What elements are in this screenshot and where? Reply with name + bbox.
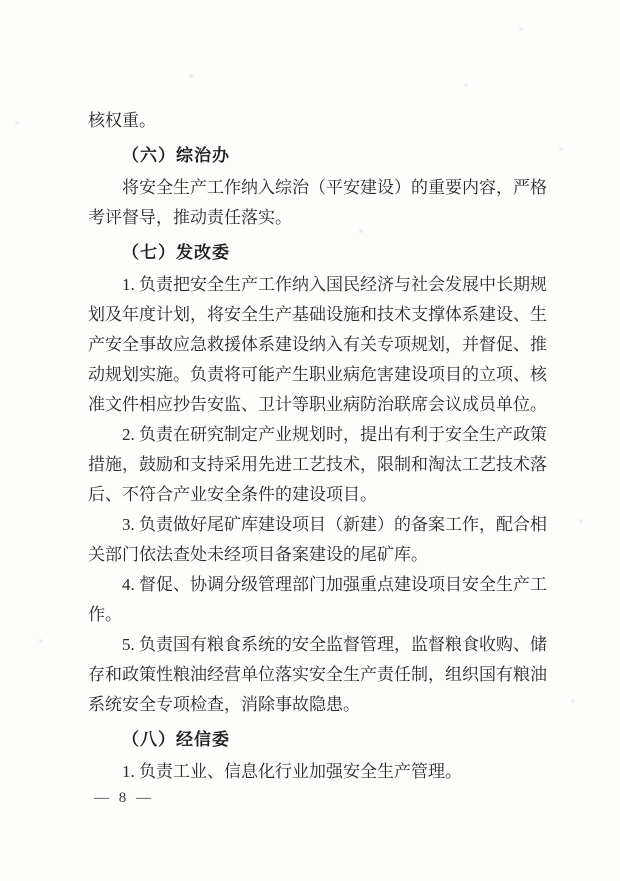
paragraph-item-1-jingxinwei: 1. 负责工业、信息化行业加强安全生产管理。 <box>122 762 462 781</box>
paragraph-item-3: 3. 负责做好尾矿库建设项目（新建）的备案工作，配合相关部门依法查处未经项目备案建设的尾矿库。 <box>88 515 547 564</box>
paragraph-item-2: 2. 负责在研究制定产业规划时，提出有利于安全生产政策措施，鼓励和支持采用先进工艺技术，限制和淘汰工艺技术落后、不符合产业安全条件的建设项目。 <box>88 425 547 504</box>
paragraph-continuation: 核权重。 <box>88 111 156 130</box>
section-heading-6-zongzhiban: （六）综治办 <box>122 146 230 165</box>
document-body <box>88 106 547 787</box>
paragraph: 将安全生产工作纳入综治（平安建设）的重要内容，严格考评督导，推动责任落实。 <box>88 178 547 227</box>
paragraph-item-1: 1. 负责把安全生产工作纳入国民经济与社会发展中长期规划及年度计划，将安全生产基础设施和技术支撑体系建设、生产安全事故应急救援体系建设纳入有关专项规划，并督促、推动规划实施。负责将可能产生职业病危害建设项目的立项、核准文件相应抄告安监、卫计等职业病防治联席会议成员单位。 <box>88 275 547 414</box>
scan-noise <box>0 0 2 2</box>
section-heading-8-jingxinwei: （八）经信委 <box>122 730 230 749</box>
paragraph-item-4: 4. 督促、协调分级管理部门加强重点建设项目安全生产工作。 <box>88 575 547 624</box>
section-heading-7-fagaiwei: （七）发改委 <box>122 243 230 262</box>
page-number: — 8 — <box>94 790 154 806</box>
paragraph-item-5: 5. 负责国有粮食系统的安全监督管理，监督粮食收购、储存和政策性粮油经营单位落实安全生产责任制，组织国有粮油系统安全专项检查，消除事故隐患。 <box>88 635 547 714</box>
